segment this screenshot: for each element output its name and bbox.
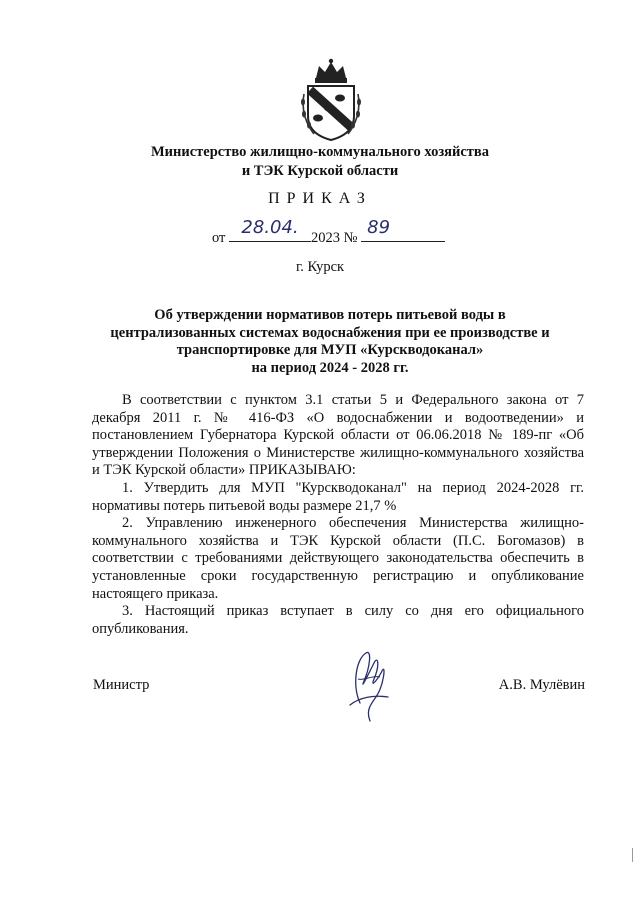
year-and-number-label: 2023 № (311, 230, 358, 246)
handwritten-date: 28.04. (241, 217, 299, 238)
signature-icon (330, 645, 405, 725)
subject-line: транспортировке для МУП «Курскводоканал» (176, 342, 484, 358)
ministry-line-2: и ТЭК Курской области (241, 163, 399, 179)
city-label: г. Курск (295, 259, 345, 275)
order-body (92, 392, 584, 638)
order-subject (110, 307, 550, 377)
coat-of-arms-icon (300, 58, 362, 142)
subject-line: централизованных системах водоснабжения при ее производстве и (110, 324, 550, 341)
subject-line: на период 2024 - 2028 гг. (251, 359, 409, 376)
preamble-paragraph: В соответствии с пунктом 3.1 статьи 5 и Федерального закона от 7 декабря 2011 г. № 416-ФЗ «О водоснабжении и водоотведении» и постановлением Губернатора Курской области от 06.06.2018 № 189-пг «Об утверждении Положения о Министерстве жилищно-коммунального хозяйства и ТЭК Курской области» ПРИКАЗЫВАЮ: (92, 392, 584, 479)
clause-1: 1. Утвердить для МУП "Курскводоканал" на период 2024-2028 гг. нормативы потерь питьевой воды размере 21,7 % (92, 479, 584, 514)
ministry-name (0, 143, 640, 181)
number-field (361, 217, 445, 242)
signer-position: Министр (93, 677, 150, 693)
subject-line: Об утверждении нормативов потерь питьевой воды в (154, 307, 506, 323)
clause-2: 2. Управлению инженерного обеспечения Министерства жилищно-коммунального хозяйства и ТЭК Курской области (П.С. Богомазов) в соответствии с требованиями действующего законодательства обеспечить в установленные сроки государственную регистрацию и опубликование настоящего приказа. (92, 515, 584, 602)
margin-mark (632, 848, 633, 862)
date-prefix: от (212, 230, 226, 246)
handwritten-number: 89 (367, 217, 391, 238)
ministry-line-1: Министерство жилищно-коммунального хозяйства (151, 144, 489, 160)
order-dateline (212, 217, 445, 247)
order-heading: ПРИКАЗ (268, 190, 372, 207)
date-field (229, 217, 311, 242)
clause-3: 3. Настоящий приказ вступает в силу со дня его официального опубликования. (92, 603, 584, 637)
signer-name: А.В. Мулёвин (498, 677, 585, 693)
